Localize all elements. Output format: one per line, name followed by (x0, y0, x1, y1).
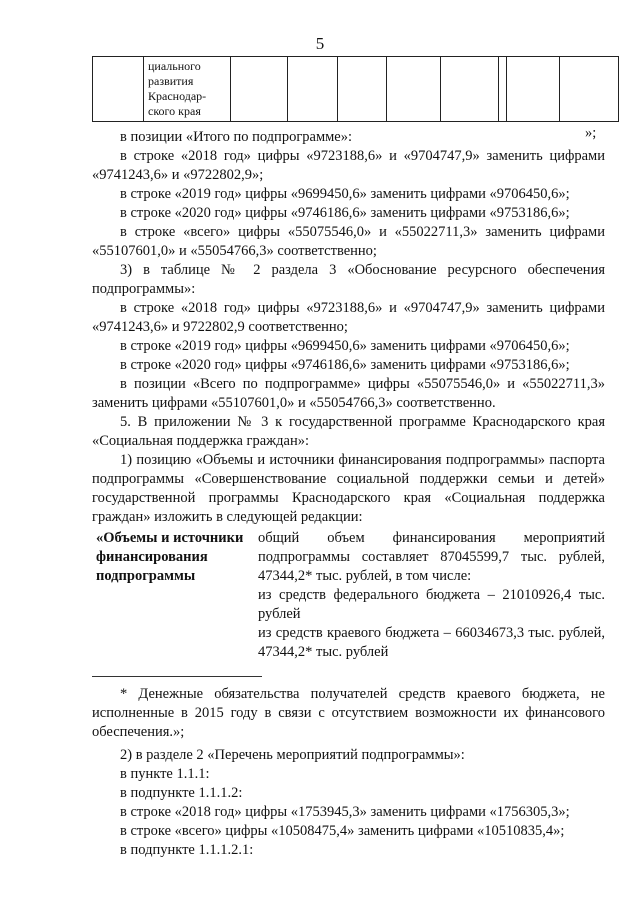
paragraph: 2) в разделе 2 «Перечень мероприятий подпрограммы»: (120, 747, 465, 763)
table-cell-empty (338, 57, 387, 122)
table-cell-empty (93, 57, 144, 122)
paragraph: в позиции «Итого по подпрограмме»: (120, 129, 353, 145)
table-fragment (92, 56, 619, 122)
paragraph: 3) в таблице № 2 раздела 3 «Обоснование ресурсного обеспечения подпрограммы»: (92, 262, 605, 297)
footnote: * Денежные обязательства получателей средств краевого бюджета, не исполненные в 2015 году в связи с отсутствием возможности их финансового обеспечения.»; (92, 686, 605, 740)
table-cell-line: циального (148, 59, 201, 73)
paragraph: в строке «2020 год» цифры «9746186,6» заменить цифрами «9753186,6»; (120, 357, 570, 373)
financing-section-label: «Объемы и источники финансирования подпрограммы (96, 530, 244, 584)
document-body (92, 128, 605, 860)
paragraph: 1) позицию «Объемы и источники финансирования подпрограммы» паспорта подпрограммы «Совершенствование социальной поддержки семьи и детей» государственной программы Краснодарского края «Социальная поддержка граждан» изложить в следующей редакции: (92, 452, 605, 525)
table-cell-empty (231, 57, 288, 122)
table-cell-line: Краснодар- (148, 89, 207, 103)
paragraph: в позиции «Всего по подпрограмме» цифры «55075546,0» и «55022711,3» заменить цифрами «55107601,0» и «55054766,3» соответственно. (92, 376, 605, 411)
paragraph: в строке «2019 год» цифры «9699450,6» заменить цифрами «9706450,6»; (120, 338, 570, 354)
paragraph: в строке «2018 год» цифры «9723188,6» и «9704747,9» заменить цифрами «9741243,6» и «9722802,9»; (92, 148, 605, 183)
financing-section (92, 529, 605, 662)
table-cell-line: ского края (148, 104, 201, 118)
table-close-mark: »; (585, 125, 597, 141)
paragraph: в подпункте 1.1.1.2: (120, 785, 243, 801)
table-cell-empty (441, 57, 499, 122)
table-cell-empty (507, 57, 560, 122)
page-number: 5 (315, 34, 325, 53)
financing-line: из средств федерального бюджета – 21010926,4 тыс. рублей (258, 587, 605, 622)
table-cell-empty (288, 57, 338, 122)
financing-line: общий объем финансирования мероприятий подпрограммы составляет 87045599,7 тыс. рублей, 47344,2* тыс. рублей, в том числе: (258, 530, 605, 584)
paragraph: 5. В приложении № 3 к государственной программе Краснодарского края «Социальная поддержка граждан»: (92, 414, 605, 449)
table-cell-text (144, 57, 231, 122)
financing-line: из средств краевого бюджета – 66034673,3 тыс. рублей, 47344,2* тыс. рублей (258, 625, 605, 660)
footnote-divider (92, 676, 262, 677)
paragraph: в строке «2018 год» цифры «9723188,6» и «9704747,9» заменить цифрами «9741243,6» и 9722802,9 соответственно; (92, 300, 605, 335)
table-cell-empty (499, 57, 507, 122)
table-cell-line: развития (148, 74, 194, 88)
table-cell-empty (560, 57, 619, 122)
paragraph: в строке «2018 год» цифры «1753945,3» заменить цифрами «1756305,3»; (120, 804, 570, 820)
table-cell-empty (387, 57, 441, 122)
paragraph: в пункте 1.1.1: (120, 766, 210, 782)
financing-section-content (258, 529, 605, 662)
paragraph: в строке «2020 год» цифры «9746186,6» заменить цифрами «9753186,6»; (120, 205, 570, 221)
paragraph: в строке «всего» цифры «10508475,4» заменить цифрами «10510835,4»; (120, 823, 565, 839)
lower-section (92, 746, 605, 860)
table-row (93, 57, 619, 122)
paragraph: в строке «всего» цифры «55075546,0» и «55022711,3» заменить цифрами «55107601,0» и «55054766,3» соответственно; (92, 224, 605, 259)
paragraph: в подпункте 1.1.1.2.1: (120, 842, 254, 858)
paragraph: в строке «2019 год» цифры «9699450,6» заменить цифрами «9706450,6»; (120, 186, 570, 202)
